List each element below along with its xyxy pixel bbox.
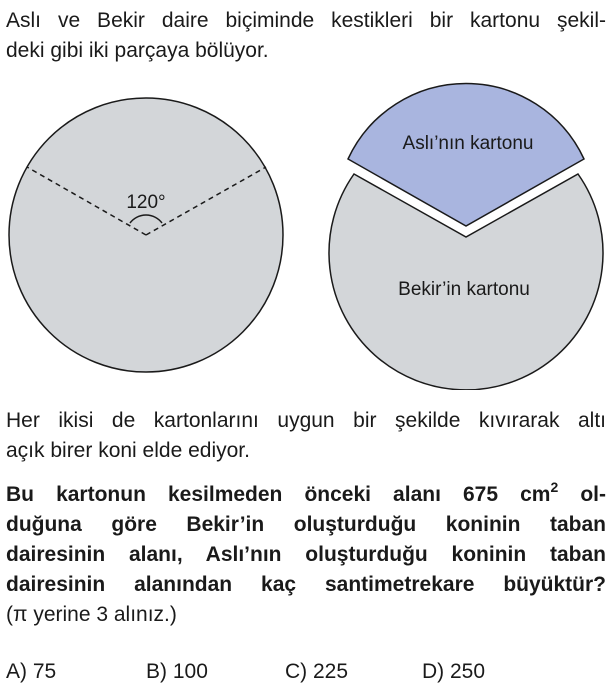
middle-line-2: açık birer koni elde ediyor.	[6, 439, 250, 462]
question-text	[6, 480, 606, 630]
middle-text	[6, 406, 606, 466]
intro-line-2: deki gibi iki parçaya bölüyor.	[6, 39, 269, 62]
answer-option-a[interactable]: A) 75	[6, 660, 57, 683]
split-cardboard-circle	[329, 84, 603, 390]
intro-text	[6, 6, 606, 66]
bekir-label: Bekir’in kartonu	[398, 279, 530, 300]
question-line-4: dairesinin alanından kaç santimetrekare büyüktür?	[6, 573, 606, 596]
answer-option-d[interactable]: D) 250	[422, 660, 486, 683]
question-line-1-text: Bu kartonun kesilmeden önceki alanı 675 cm	[6, 483, 551, 506]
answer-options	[6, 660, 606, 692]
intro-line-1: Aslı ve Bekir daire biçiminde kestikleri bir kartonu şekil-	[6, 9, 606, 32]
asli-label: Aslı’nın kartonu	[402, 133, 534, 154]
question-line-2: duğuna göre Bekir’in oluşturduğu koninin taban	[6, 513, 606, 536]
full-cardboard-circle	[9, 98, 283, 372]
angle-label: 120°	[126, 192, 166, 213]
question-line-3: dairesinin alanı, Aslı’nın oluşturduğu koninin taban	[6, 543, 606, 566]
figure	[0, 70, 612, 390]
answer-option-c[interactable]: C) 225	[285, 660, 349, 683]
answer-option-b[interactable]: B) 100	[146, 660, 208, 683]
question-line-1	[6, 480, 606, 510]
squared-superscript: 2	[550, 479, 559, 495]
question-line-1-end: ol-	[558, 483, 606, 506]
middle-line-1: Her ikisi de kartonlarını uygun bir şekilde kıvırarak altı	[6, 409, 606, 432]
pi-hint: (π yerine 3 alınız.)	[6, 603, 177, 626]
